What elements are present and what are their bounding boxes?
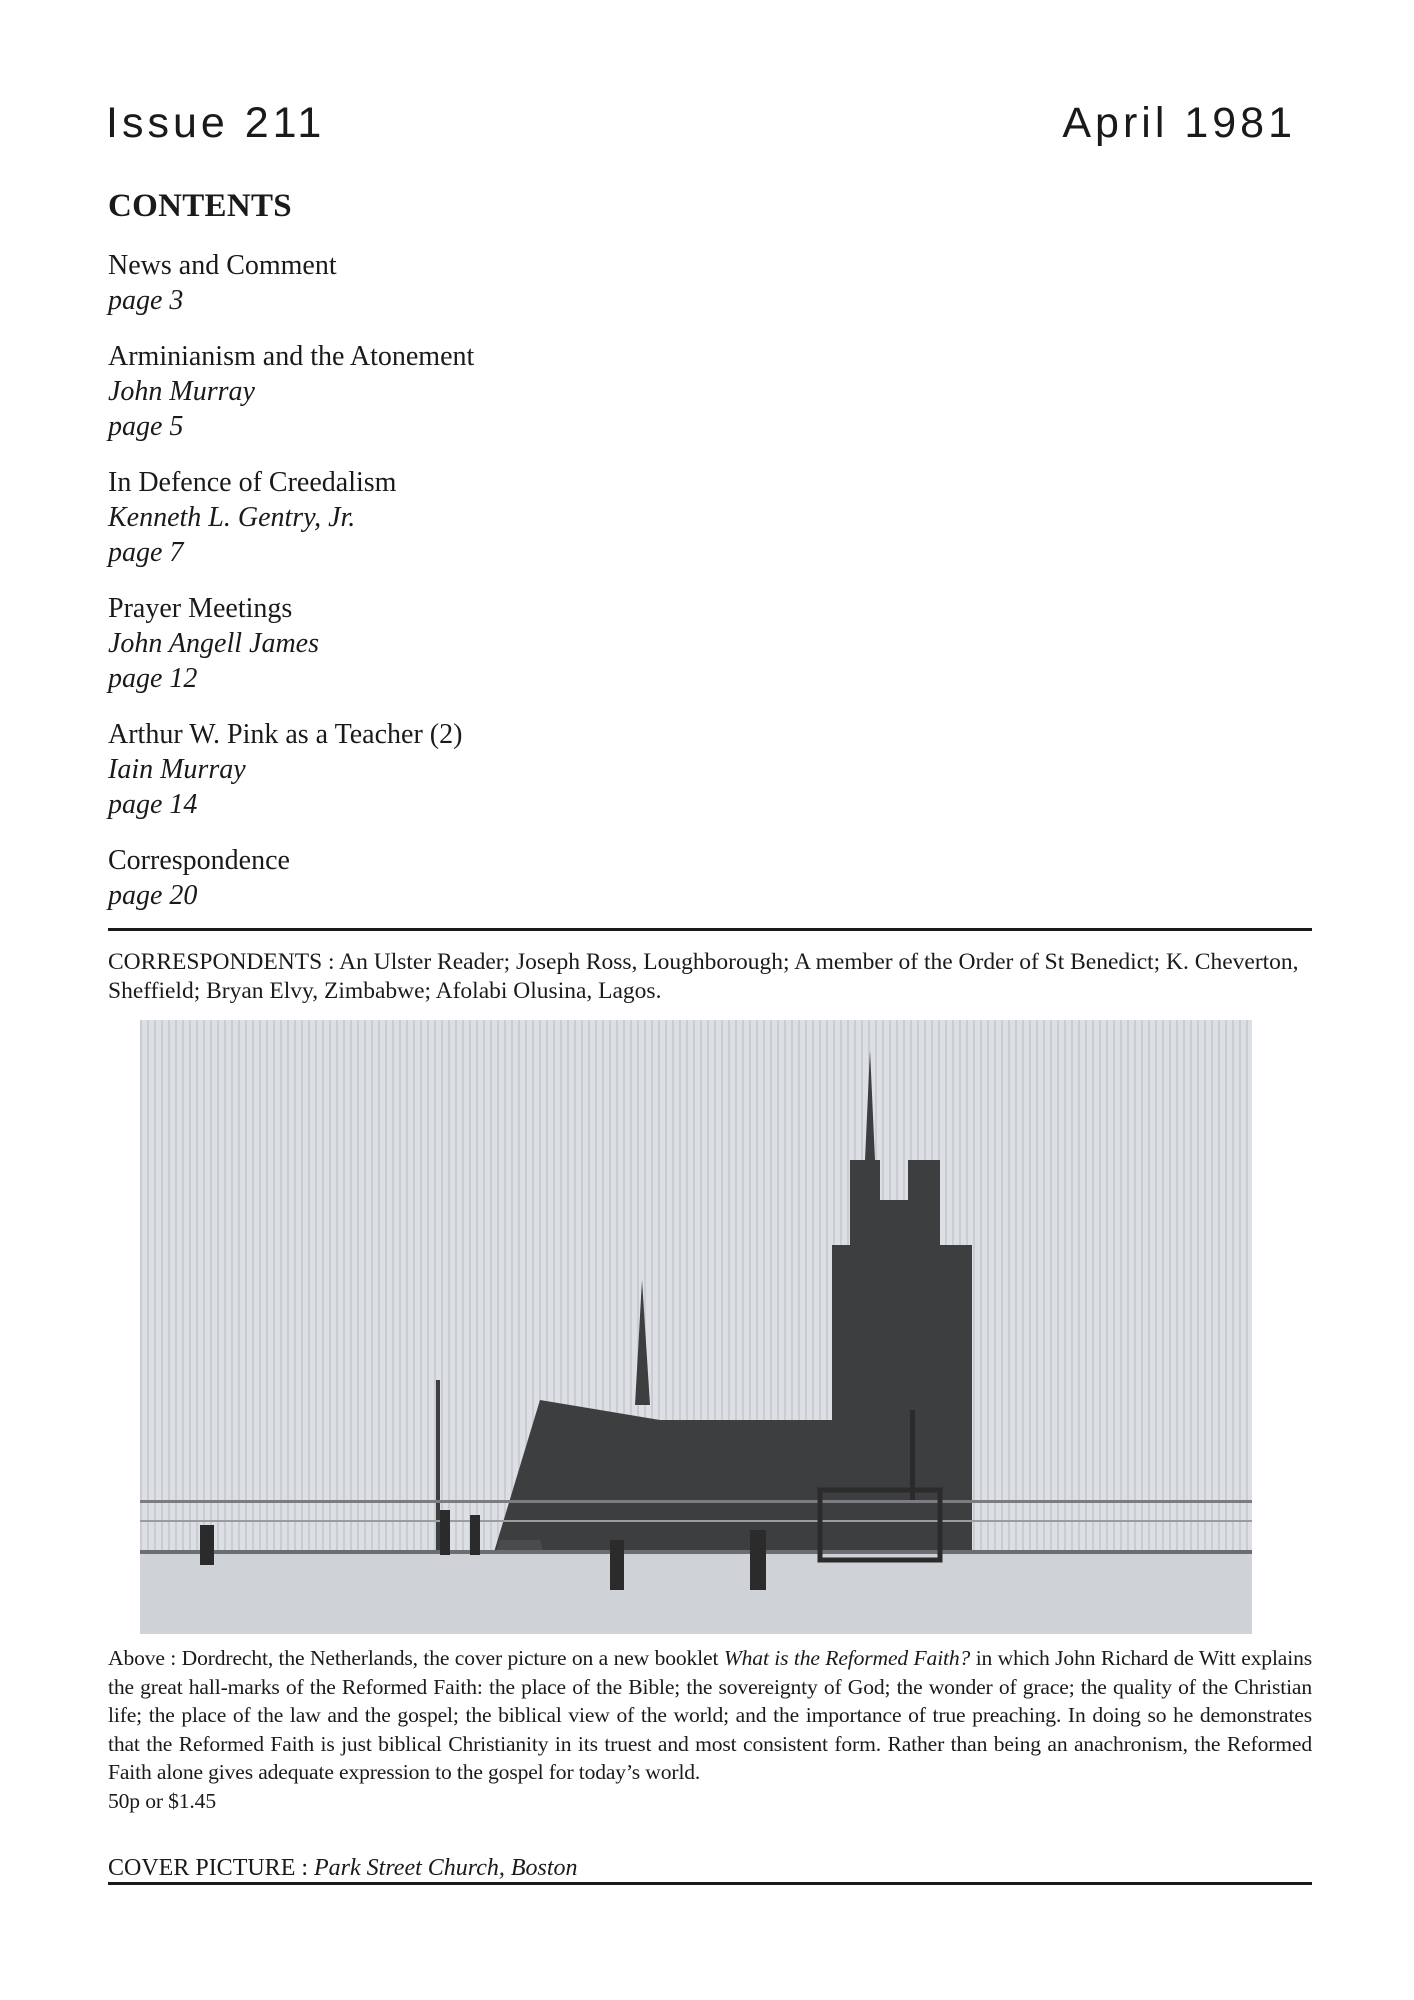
caption-text-start: Above : Dordrecht, the Netherlands, the cover picture on a new booklet: [108, 1646, 724, 1670]
contents-heading: CONTENTS: [108, 188, 292, 224]
cover-picture-label: COVER PICTURE :: [108, 1855, 315, 1881]
toc-entry-page: page 20: [108, 880, 198, 911]
issue-number: Issue 211: [106, 99, 326, 147]
etching-image: [140, 1020, 1252, 1634]
booklet-price: 50p or $1.45: [108, 1788, 216, 1813]
toc-entry[interactable]: [108, 843, 808, 913]
toc-entry-page: page 12: [108, 663, 198, 694]
issue-date: April 1981: [1062, 99, 1296, 147]
toc-entry-page: page 3: [108, 285, 184, 316]
booklet-title: What is the Reformed Faith?: [723, 1646, 971, 1670]
toc-entry-title: Arthur W. Pink as a Teacher (2): [108, 719, 463, 750]
correspondents-list: CORRESPONDENTS : An Ulster Reader; Joseph Ross, Loughborough; A member of the Order of St Benedict; K. Cheverton, Sheffield; Bryan Elvy, Zimbabwe; Afolabi Olusina, Lagos.: [108, 949, 1299, 1004]
footer-divider: [108, 1882, 1312, 1885]
toc-entry[interactable]: [108, 717, 808, 822]
toc-entry[interactable]: [108, 339, 808, 444]
toc-entry[interactable]: [108, 465, 808, 570]
figure-caption: [108, 1644, 1312, 1815]
cover-picture-credit: [108, 1853, 578, 1883]
toc-entry[interactable]: [108, 591, 808, 696]
cover-picture-value: Park Street Church, Boston: [314, 1855, 578, 1881]
toc-entry-page: page 14: [108, 789, 198, 820]
caption-text-end: in which John Richard de Witt explains the great hall-marks of the Reformed Faith: the place of the Bible; the sovereignty of God; the wonder of grace; the quality of the Christian life; the place of the law and the gospel; the biblical view of the world; and the importance of true preaching. In doing so he demonstrates that the Reformed Faith is just biblical Christianity in its truest and most consistent form. Rather than being an anachronism, the Reformed Faith alone gives adequate expression to the gospel for today’s world.: [108, 1646, 1312, 1784]
dordrecht-illustration: [140, 1020, 1252, 1634]
section-divider: [108, 928, 1312, 931]
toc-entry-title: In Defence of Creedalism: [108, 467, 397, 498]
toc-entry-author: Kenneth L. Gentry, Jr.: [108, 502, 356, 533]
toc-entry[interactable]: [108, 248, 808, 318]
toc-entry-author: John Angell James: [108, 628, 319, 659]
toc-entry-title: Prayer Meetings: [108, 593, 293, 624]
toc-entry-author: John Murray: [108, 376, 255, 407]
toc-entry-author: Iain Murray: [108, 754, 246, 785]
toc-entry-title: Correspondence: [108, 845, 290, 876]
toc-entry-title: News and Comment: [108, 250, 337, 281]
toc-entry-page: page 7: [108, 537, 184, 568]
toc-entry-title: Arminianism and the Atonement: [108, 341, 475, 372]
toc-entry-page: page 5: [108, 411, 184, 442]
table-of-contents: [108, 248, 808, 934]
